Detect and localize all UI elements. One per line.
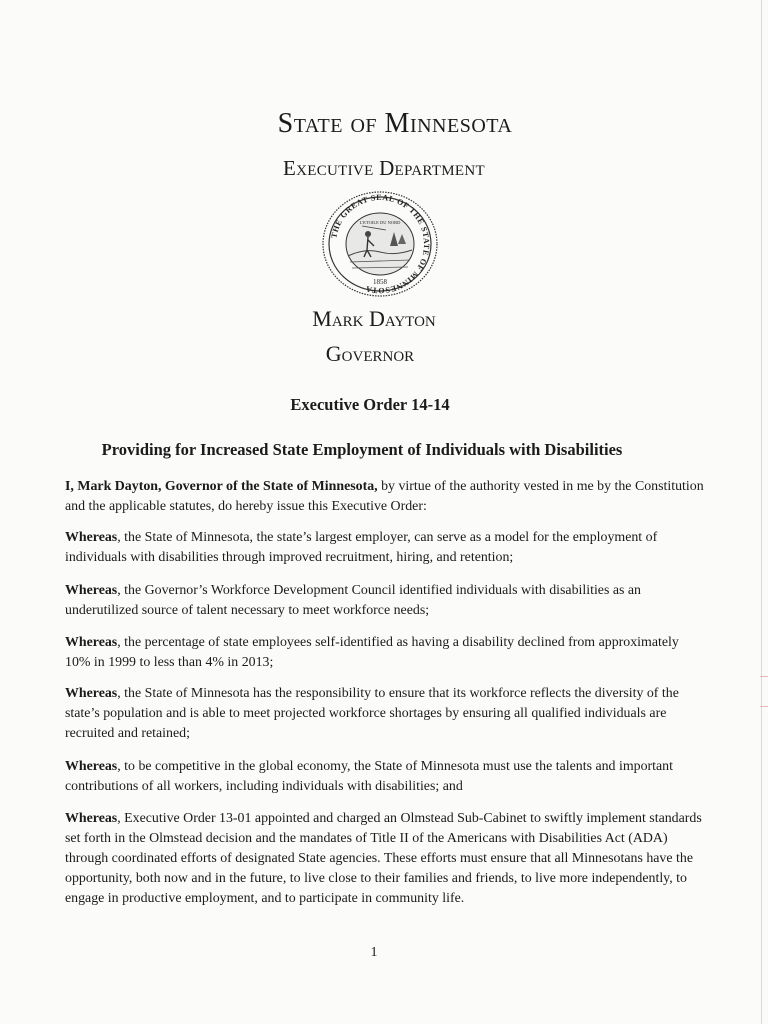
- margin-mark: [760, 706, 768, 707]
- whereas-text: , the Governor’s Workforce Development Council identified individuals with disabilities as an underutilized source of talent necessary to meet workforce needs;: [65, 583, 642, 618]
- whereas-lead: Whereas: [65, 530, 118, 545]
- whereas-text: , the percentage of state employees self-identified as having a disability declined from approximately 10% in 1999 to less than 4% in 2013;: [65, 635, 679, 670]
- whereas-lead: Whereas: [65, 635, 118, 650]
- whereas-text: , to be competitive in the global economy, the State of Minnesota must use the talents and important contributions of all workers, including individuals with disabilities; and: [65, 759, 673, 794]
- document-subtitle: Executive Department: [283, 156, 485, 180]
- whereas-text: , the State of Minnesota, the state’s largest employer, can serve as a model for the employment of individuals with disabilities through improved recruitment, hiring, and retention;: [65, 530, 658, 565]
- intro-text: by virtue of the authority vested in me by the Constitution and the applicable statutes, do hereby issue this Executive Order:: [65, 479, 704, 514]
- whereas-lead: Whereas: [65, 811, 118, 826]
- margin-mark: [760, 676, 768, 677]
- whereas-lead: Whereas: [65, 583, 118, 598]
- whereas-text: , Executive Order 13-01 appointed and charged an Olmstead Sub-Cabinet to swiftly implement standards set forth in the Olmstead decision and the mandates of Title II of the Americans with Disabilities Act (ADA) through coordinated efforts of designated State agencies. These efforts must ensure that all Minnesotans have the opportunity, both now and in the future, to live close to their families and friends, to live more independently, to engage in productive employment, and to participate in community life.: [65, 811, 702, 906]
- intro-lead: I, Mark Dayton, Governor of the State of Minnesota,: [65, 479, 378, 494]
- whereas-lead: Whereas: [65, 686, 118, 701]
- state-seal-icon: [320, 190, 440, 298]
- page-edge-line: [761, 0, 762, 1024]
- whereas-paragraph: [65, 528, 705, 568]
- governor-name: Mark Dayton: [312, 306, 436, 331]
- whereas-paragraph: [65, 684, 705, 744]
- seal-motto: L'ETOILE DU NORD: [359, 220, 401, 225]
- whereas-text: , the State of Minnesota has the responsibility to ensure that its workforce reflects the diversity of the state’s population and is able to meet projected workforce shortages by ensuring all qualified individuals are recruited and retained;: [65, 686, 679, 741]
- seal-year: 1858: [373, 278, 387, 286]
- order-title: Providing for Increased State Employment of Individuals with Disabilities: [101, 440, 623, 459]
- whereas-paragraph: [65, 633, 705, 673]
- whereas-lead: Whereas: [65, 759, 118, 774]
- intro-paragraph: [65, 477, 705, 517]
- page-number: 1: [370, 945, 378, 960]
- order-number: Executive Order 14-14: [290, 395, 450, 414]
- governor-title: Governor: [325, 341, 415, 366]
- document-title: State of Minnesota: [277, 108, 513, 139]
- seal-outer-text: THE GREAT SEAL OF THE STATE OF MINNESOTA: [329, 192, 432, 296]
- whereas-paragraph: [65, 809, 705, 909]
- whereas-paragraph: [65, 757, 705, 797]
- whereas-paragraph: [65, 581, 705, 621]
